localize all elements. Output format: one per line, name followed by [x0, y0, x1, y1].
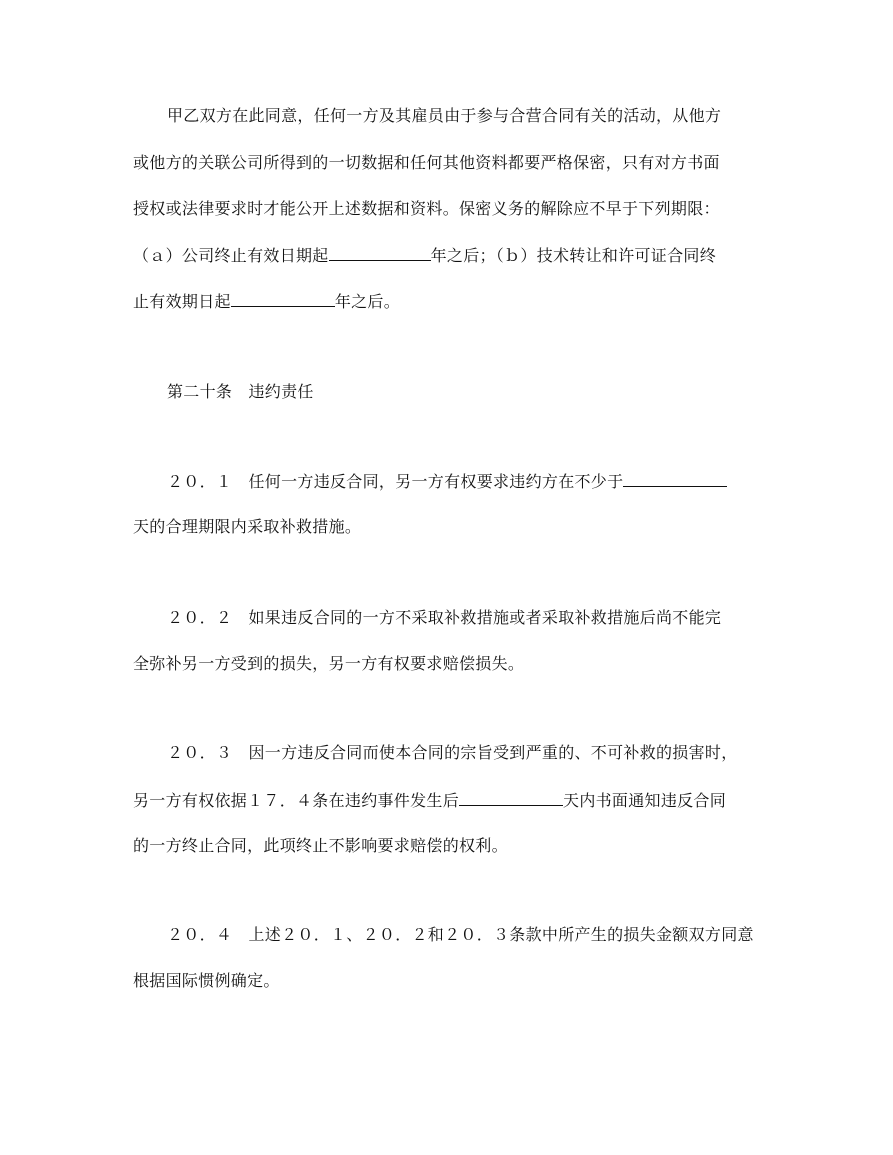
clause-20-3-text-a: 另一方有权依据１７．４条在违约事件发生后: [133, 791, 460, 810]
confidentiality-line-1: 甲乙双方在此同意，任何一方及其雇员由于参与合营合同有关的活动，从他方: [167, 106, 722, 125]
confidentiality-line-4-text-b: 年之后；（ｂ）技术转让和许可证合同终: [430, 246, 717, 265]
confidentiality-line-4: [133, 244, 716, 267]
clause-20-4-line-2: 根据国际惯例确定。: [133, 971, 280, 990]
confidentiality-line-5: [133, 290, 400, 313]
clause-20-2-line-2: 全弥补另一方受到的损失，另一方有权要求赔偿损失。: [133, 654, 525, 673]
confidentiality-line-2: 或他方的关联公司所得到的一切数据和任何其他资料都要严格保密，只有对方书面: [133, 153, 720, 172]
clause-20-1-line-1: [167, 470, 727, 493]
clause-20-1-line-2: 天的合理期限内采取补救措施。: [133, 517, 362, 536]
clause-20-3-text-b: 天内书面通知违反合同: [563, 791, 727, 810]
fill-in-blank-days-a: [623, 470, 727, 487]
fill-in-blank-days-b: [459, 789, 563, 806]
clause-20-1-text: ２０．１ 任何一方违反合同，另一方有权要求违约方在不少于: [167, 472, 624, 491]
confidentiality-line-5-text-b: 年之后。: [334, 292, 401, 311]
confidentiality-line-5-text-a: 止有效期日起: [133, 292, 231, 311]
clause-20-3-line-2: [133, 789, 726, 812]
clause-20-2-line-1: ２０．２ 如果违反合同的一方不采取补救措施或者采取补救措施后尚不能完: [167, 608, 722, 627]
confidentiality-line-4-text-a: （ａ）公司终止有效日期起: [133, 246, 329, 265]
confidentiality-line-3: 授权或法律要求时才能公开上述数据和资料。保密义务的解除应不早于下列期限：: [133, 199, 720, 218]
clause-20-4-line-1: ２０．４ 上述２０．１、２０．２和２０．３条款中所产生的损失金额双方同意: [167, 925, 754, 944]
clause-20-3-line-3: 的一方终止合同，此项终止不影响要求赔偿的权利。: [133, 836, 508, 855]
fill-in-blank-years-b: [231, 290, 335, 307]
article-heading: 第二十条 违约责任: [167, 382, 314, 401]
clause-20-3-line-1: ２０．３ 因一方违反合同而使本合同的宗旨受到严重的、不可补救的损害时，: [167, 743, 738, 762]
fill-in-blank-years-a: [329, 244, 431, 261]
